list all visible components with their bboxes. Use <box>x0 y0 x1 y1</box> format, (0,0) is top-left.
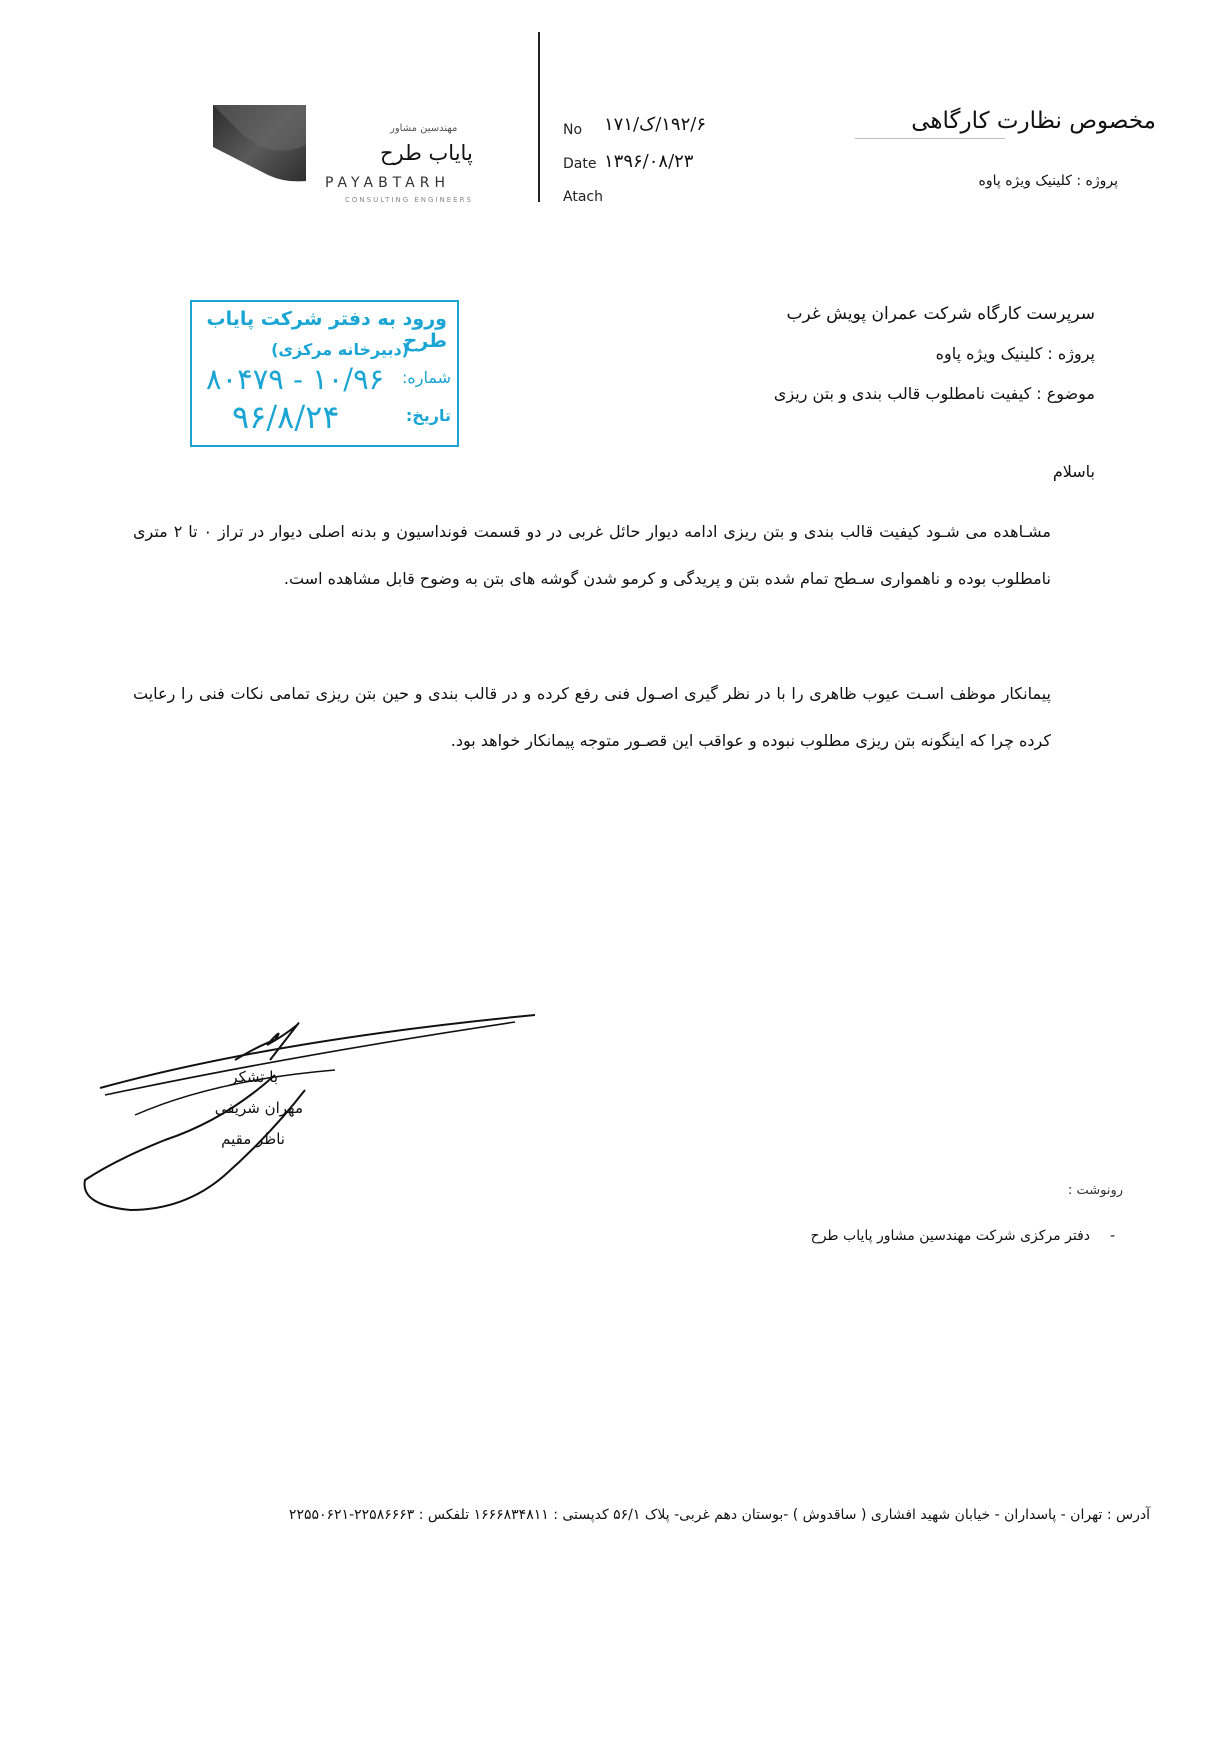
logo-mark-icon <box>213 105 306 205</box>
stamp-number-label: شماره: <box>401 368 451 387</box>
body-paragraph-1: مشـاهده می شـود کیفیت قالب بندی و بتن ریزی ادامه دیوار حائل غربی در دو قسمت فونداسیون و بدنه اصلی دیوار در تراز ۰ تا ۲ متری نامطلوب بوده و ناهمواری سـطح تمام شده بتن و پریدگی و کرمو شدن گوشه های بتن به وضوح قابل مشاهده است. <box>133 522 1052 588</box>
company-logo <box>213 105 306 205</box>
stamp-subtitle: (دبیرخانه مرکزی) <box>271 340 409 359</box>
stamp-number: ۱۰/۹۶ - ۸۰۴۷۹ <box>206 362 385 396</box>
logo-tagline: CONSULTING ENGINEERS <box>345 196 473 204</box>
stamp-date: ۹۶/۸/۲۴ <box>232 398 340 436</box>
signer-name: مهران شریفی <box>214 1099 303 1117</box>
signature-thanks: با تشکر <box>230 1068 278 1086</box>
attach-label: Atach <box>563 189 603 205</box>
title-underline <box>855 138 1005 139</box>
no-label: No <box>563 122 583 138</box>
subject-line: موضوع : کیفیت نامطلوب قالب بندی و بتن ریزی <box>773 384 1095 403</box>
logo-name-en: PAYABTARH <box>325 175 450 191</box>
footer-address: آدرس : تهران - پاسداران - خیابان شهید افشاری ( ساقدوش ) -بوستان دهم غربی- پلاک ۵۶/۱ کدپستی : ۱۶۶۶۸۳۴۸۱۱ تلفکس : ۲۲۵۸۶۶۶۳-۲۲۵۵۰۶۲۱ <box>288 1507 1150 1523</box>
letter-number: ۱۹۲/۶/ک/۱۷۱ <box>604 114 707 135</box>
cc-dash: - <box>1109 1228 1115 1244</box>
signer-role: ناظر مقیم <box>221 1130 285 1148</box>
project-line: پروژه : کلینیک ویژه پاوه <box>935 344 1095 363</box>
stamp-title: ورود به دفتر شرکت پایاب طرح <box>206 308 447 352</box>
cc-label: رونوشت : <box>1067 1183 1123 1198</box>
header-project: پروژه : کلینیک ویژه پاوه <box>978 173 1118 189</box>
recipient: سرپرست کارگاه شرکت عمران پویش غرب <box>786 304 1095 324</box>
date-label: Date <box>563 156 597 172</box>
letter-date: ۱۳۹۶/۰۸/۲۳ <box>604 151 694 172</box>
stamp-date-label: تاریخ: <box>405 406 451 425</box>
header-divider <box>538 32 540 202</box>
logo-name-fa: پایاب طرح <box>380 141 473 165</box>
greeting: باسلام <box>1052 462 1095 481</box>
cc-item: دفتر مرکزی شرکت مهندسین مشاور پایاب طرح <box>810 1228 1090 1244</box>
letter-header-title: مخصوص نظارت کارگاهی <box>911 108 1156 134</box>
logo-caption: مهندسین مشاور <box>390 123 458 134</box>
body-paragraph-2: پیمانکار موظف اسـت عیوب ظاهری را با در نظر گیری اصـول فنی رفع کرده و در قالب بندی و حین بتن ریزی تمامی نکات فنی را رعایت کرده چرا که اینگونه بتن ریزی مطلوب نبوده و عواقب این قصـور متوجه پیمانکار خواهد بود. <box>133 684 1051 750</box>
signature-scribble-icon <box>75 1000 545 1220</box>
receipt-stamp <box>190 300 459 447</box>
